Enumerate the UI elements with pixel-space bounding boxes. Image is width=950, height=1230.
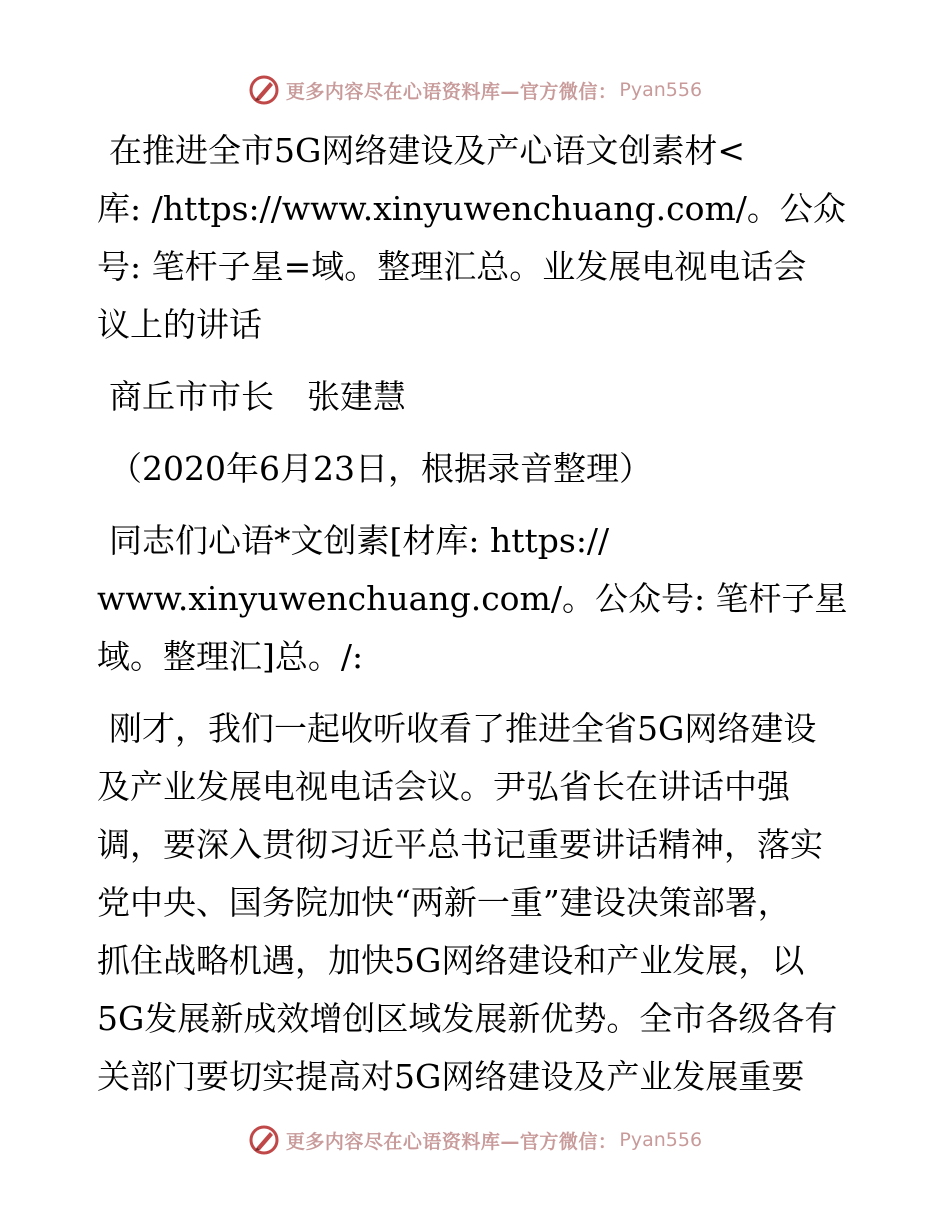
body-line: 党中央、国务院加快“两新一重”建设决策部署， [97,883,791,922]
speaker-name: 商丘市市长 张建慧 [109,377,406,416]
body-line: 及产业发展电视电话会议。尹弘省长在讲话中强 [97,767,790,806]
body-paragraph [97,700,867,1106]
header-banner-handle: Pyan556 [619,79,703,101]
body-line: 调，要深入贯彻习近平总书记重要讲话精神，落实 [97,825,823,864]
pen-logo-icon [248,74,280,106]
greeting-line: 域。整理汇]总。/: [97,637,364,676]
greeting [97,512,867,686]
title-line: 在推进全市5G网络建设及产心语文创素材< [109,131,746,170]
footer-banner-text: 更多内容尽在心语资料库—官方微信： [285,1130,618,1153]
document-body [97,122,867,1120]
date-note-text: （2020年6月23日，根据录音整理） [109,449,652,488]
date-note [97,440,867,498]
footer-banner [0,1118,950,1162]
footer-banner-handle: Pyan556 [619,1129,703,1151]
document-title [97,122,867,354]
title-line: 议上的讲话 [97,305,262,344]
body-line: 刚才，我们一起收听收看了推进全省5G网络建设 [109,709,817,748]
header-banner-text: 更多内容尽在心语资料库—官方微信： [285,80,618,103]
body-line: 关部门要切实提高对5G网络建设及产业发展重要 [97,1057,805,1096]
pen-logo-icon [248,1124,280,1156]
header-banner [0,68,950,112]
speaker-line [97,368,867,426]
title-line: 号: 笔杆子星=域。整理汇总。业发展电视电话会 [97,247,807,286]
greeting-line: 同志们心语*文创素[材库: https:// [109,521,610,560]
body-line: 抓住战略机遇，加快5G网络建设和产业发展，以 [97,941,805,980]
title-line: 库: /https://www.xinyuwenchuang.com/。公众 [97,189,846,228]
greeting-line: www.xinyuwenchuang.com/。公众号: 笔杆子星 [97,579,848,618]
body-line: 5G发展新成效增创区域发展新优势。全市各级各有 [97,999,838,1038]
